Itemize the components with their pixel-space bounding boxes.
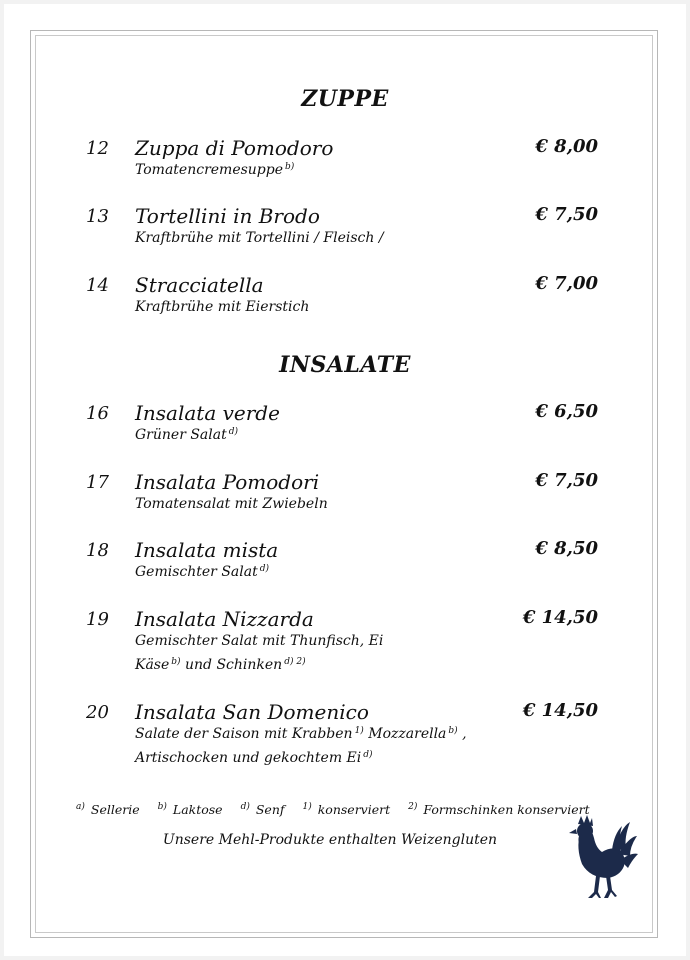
footnote: $^{a)}$ Sellerie: [76, 802, 140, 817]
item-description: Kraftbrühe mit Tortellini / Fleisch /: [135, 230, 384, 246]
item-description-line2: Käse $^{b)}$ und Schinken $^{d) 2)}$: [135, 657, 306, 673]
item-description: Grüner Salat $^{d)}$: [135, 427, 239, 443]
allergen-mark: b): [448, 726, 458, 736]
item-price: € 14,50: [522, 607, 598, 628]
item-description: Salate der Saison mit Krabben $^{1)}$ Mozzarella $^{b)}$ ,: [135, 726, 467, 742]
item-number: 20: [86, 702, 109, 723]
item-number: 19: [86, 609, 109, 630]
allergen-mark: d): [228, 427, 239, 437]
item-name: Insalata Nizzarda: [135, 607, 314, 631]
item-price: € 7,00: [535, 273, 598, 294]
item-name: Insalata mista: [135, 538, 279, 562]
item-name: Insalata Pomodori: [135, 470, 320, 494]
item-number: 18: [86, 540, 109, 561]
section-title-zuppe: ZUPPE: [301, 86, 389, 112]
item-description: Gemischter Salat mit Thunfisch, Ei: [135, 633, 384, 649]
item-number: 17: [86, 472, 109, 493]
allergen-mark: 1): [354, 726, 364, 736]
footnote: $^{d)}$ Senf: [240, 802, 285, 817]
item-number: 16: [86, 403, 109, 424]
item-number: 12: [86, 138, 109, 159]
item-description: Gemischter Salat $^{d)}$: [135, 564, 269, 580]
allergen-mark: d) 2): [284, 657, 306, 667]
footnote: $^{b)}$ Laktose: [157, 802, 223, 817]
allergen-mark: b): [285, 162, 295, 172]
item-price: € 7,50: [535, 470, 598, 491]
allergen-mark: d): [363, 750, 373, 760]
item-description: Tomatensalat mit Zwiebeln: [135, 496, 328, 512]
item-price: € 7,50: [535, 204, 598, 225]
item-name: Tortellini in Brodo: [135, 204, 320, 228]
footnote: $^{2)}$ Formschinken konserviert: [408, 802, 590, 817]
item-price: € 8,50: [535, 538, 598, 559]
footnote: $^{1)}$ konserviert: [302, 802, 391, 817]
item-price: € 8,00: [535, 136, 598, 157]
allergen-mark: d): [259, 564, 269, 574]
item-description: Tomatencremesuppe $^{b)}$: [135, 162, 295, 178]
item-number: 14: [86, 275, 109, 296]
section-title-insalate: INSALATE: [279, 352, 411, 378]
item-name: Insalata San Domenico: [135, 700, 369, 724]
item-number: 13: [86, 206, 109, 227]
item-description: Kraftbrühe mit Eierstich: [135, 299, 310, 315]
item-price: € 6,50: [535, 401, 598, 422]
allergen-legend: [76, 802, 604, 817]
item-price: € 14,50: [522, 700, 598, 721]
item-name: Stracciatella: [135, 273, 264, 297]
gluten-note: Unsere Mehl-Produkte enthalten Weizengluten: [162, 832, 498, 848]
item-description-line2: Artischocken und gekochtem Ei $^{d)}$: [135, 750, 373, 766]
item-name: Zuppa di Pomodoro: [135, 136, 334, 160]
allergen-mark: b): [171, 657, 181, 667]
rooster-logo-icon: [568, 812, 638, 902]
item-name: Insalata verde: [135, 401, 280, 425]
